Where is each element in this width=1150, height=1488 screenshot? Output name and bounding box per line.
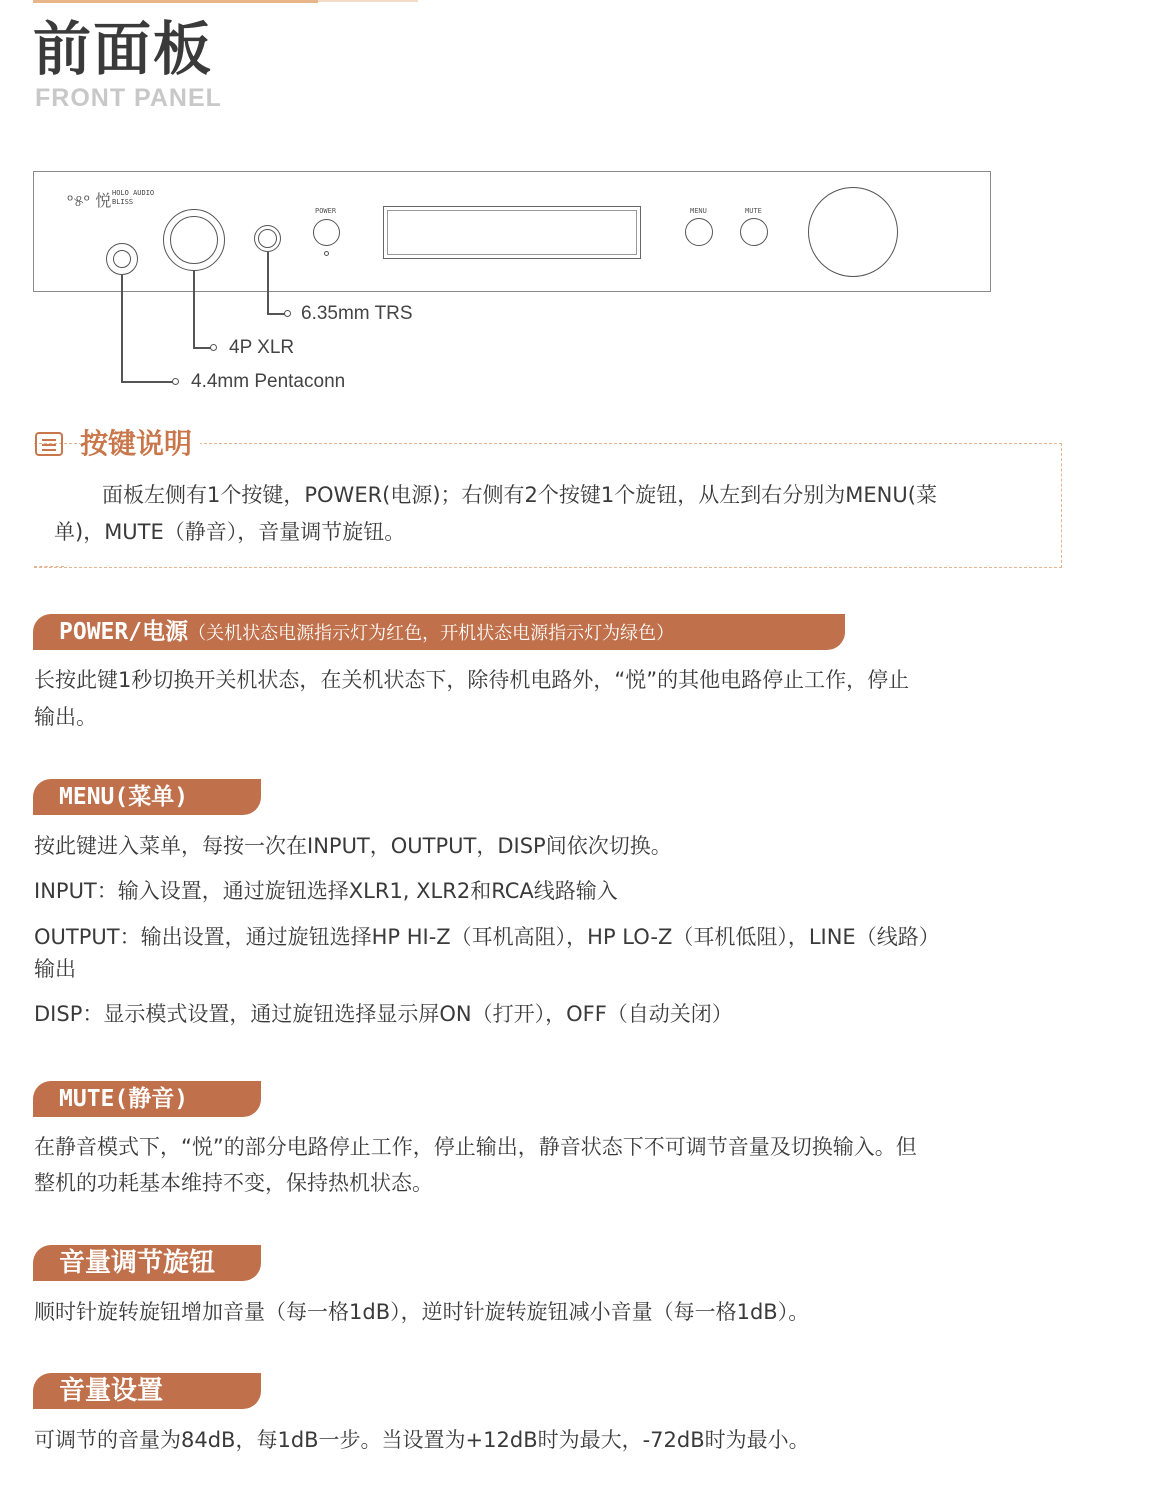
menu-button-label: MENU: [690, 207, 707, 215]
mute-text-line-2: 整机的功耗基本维持不变，保持热机状态。: [34, 1171, 433, 1195]
keys-box-bottom-left: [34, 566, 64, 567]
pentaconn-jack-inner: [113, 250, 131, 268]
top-accent-bar-fade: [318, 0, 418, 2]
power-text-line-2: 输出。: [34, 705, 97, 729]
power-label-note: （关机状态电源指示灯为红色，开机状态电源指示灯为绿色）: [188, 623, 675, 644]
power-text-line-1: 长按此键1秒切换开关机状态，在关机状态下，除待机电路外，“悦”的其他电路停止工作，停止: [34, 668, 910, 692]
mute-label-prefix: MUTE(: [59, 1086, 129, 1112]
display-screen-inner: [387, 210, 637, 255]
pentaconn-leader-dot: [172, 378, 179, 385]
top-accent-bar: [33, 0, 318, 3]
pentaconn-leader-v: [121, 275, 123, 382]
menu-text-line-5: DISP：显示模式设置，通过旋钮选择显示屏ON（打开），OFF（自动关闭）: [34, 1002, 733, 1026]
menu-section-label: [33, 779, 261, 815]
trs-leader-h: [267, 313, 285, 315]
menu-text-line-3: OUTPUT：输出设置，通过旋钮选择HP HI-Z（耳机高阻），HP LO-Z（耳机低阻），LINE（线路）: [34, 925, 940, 949]
trs-jack-inner: [258, 229, 277, 248]
power-button-label: POWER: [315, 207, 337, 215]
mute-button-label: MUTE: [745, 207, 762, 215]
power-label-prefix: POWER/: [59, 619, 143, 645]
logo-text: [112, 189, 154, 207]
xlr-leader-v: [193, 271, 195, 348]
power-button: [313, 219, 340, 246]
page-title: 前面板: [33, 15, 214, 83]
power-section-label: [33, 614, 845, 650]
mute-text-line-1: 在静音模式下，“悦”的部分电路停止工作，停止输出，静音状态下不可调节音量及切换输入。但: [34, 1135, 917, 1159]
trs-leader-dot: [284, 310, 291, 317]
menu-button: [685, 218, 713, 246]
volume-setting-text-line-1: 可调节的音量为84dB，每1dB一步。当设置为+12dB时为最大，-72dB时为最小。: [34, 1428, 810, 1452]
keys-section-title: 按键说明: [80, 426, 200, 462]
volume-setting-section-label: 音量设置: [33, 1373, 261, 1409]
mute-button: [740, 218, 768, 246]
mute-label-suffix: ): [174, 1086, 189, 1112]
logo-mark-icon: ᵒ୫ᵒ 悦: [67, 191, 112, 210]
logo-line-2: BLISS: [112, 198, 134, 206]
menu-label-prefix: MENU(: [59, 784, 129, 810]
mute-section-label: [33, 1081, 261, 1117]
trs-leader-v: [267, 252, 269, 314]
power-led: [324, 251, 329, 256]
xlr-jack-inner: [170, 216, 218, 264]
pentaconn-callout: 4.4mm Pentaconn: [191, 371, 346, 392]
keyboard-icon: [35, 432, 63, 456]
keys-description-line-2: 单)，MUTE（静音），音量调节旋钮。: [54, 520, 406, 544]
volume-knob-section-label: 音量调节旋钮: [33, 1245, 261, 1281]
trs-callout: 6.35mm TRS: [301, 303, 413, 324]
pentaconn-leader-h: [121, 381, 173, 383]
menu-label: 菜单: [128, 784, 175, 810]
volume-knob-text-line-1: 顺时针旋转旋钮增加音量（每一格1dB），逆时针旋转旋钮减小音量（每一格1dB）。: [34, 1300, 810, 1324]
power-label: 电源: [142, 619, 189, 645]
menu-text-line-1: 按此键进入菜单，每按一次在INPUT，OUTPUT，DISP间依次切换。: [34, 834, 672, 858]
mute-label: 静音: [128, 1086, 175, 1112]
xlr-leader-h: [193, 347, 211, 349]
page-subtitle: FRONT PANEL: [35, 84, 222, 112]
logo-line-1: HOLO AUDIO: [112, 189, 155, 197]
xlr-callout: 4P XLR: [229, 337, 295, 358]
keys-description-line-1: 面板左侧有1个按键，POWER(电源)；右侧有2个按键1个旋钮，从左到右分别为MENU(菜: [102, 483, 937, 507]
menu-label-suffix: ): [174, 784, 189, 810]
menu-text-line-4: 输出: [34, 957, 76, 981]
menu-text-line-2: INPUT：输入设置，通过旋钮选择XLR1, XLR2和RCA线路输入: [34, 879, 618, 903]
xlr-leader-dot: [210, 344, 217, 351]
volume-knob: [808, 187, 898, 277]
